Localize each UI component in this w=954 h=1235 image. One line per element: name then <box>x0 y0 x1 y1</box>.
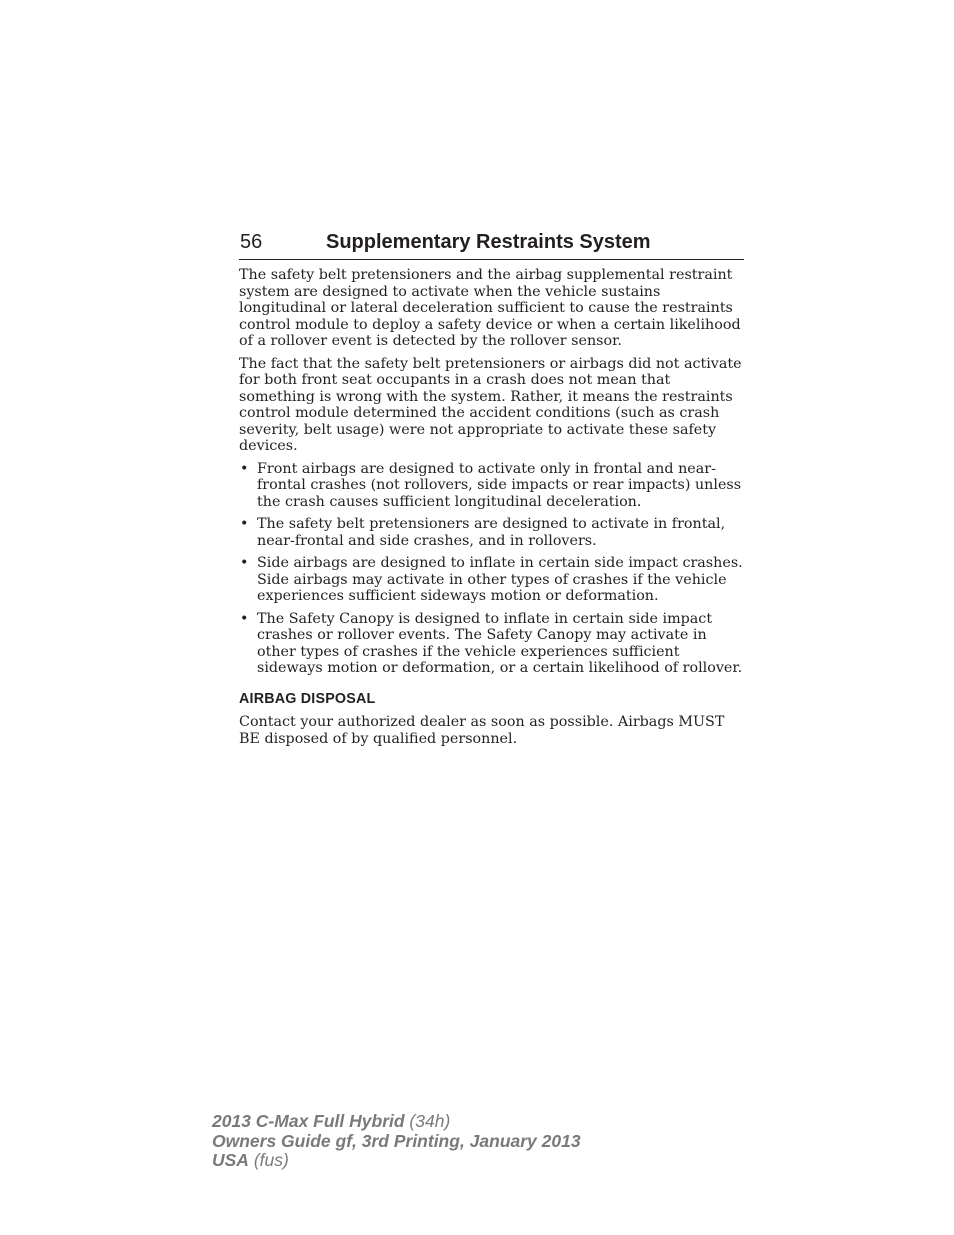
footer-line-market <box>212 1151 581 1171</box>
activation-bullet-list <box>239 461 744 677</box>
bullet-icon: • <box>240 555 249 571</box>
page-header <box>239 229 744 260</box>
bullet-icon: • <box>240 610 249 627</box>
page-number: 56 <box>240 231 263 253</box>
bullet-icon: • <box>240 460 249 477</box>
bullet-text: The safety belt pretensioners are designed to activate in frontal, near-frontal and side crashes, and in rollovers. <box>257 516 726 549</box>
list-item <box>239 461 744 511</box>
list-item <box>239 516 744 549</box>
paragraph-pretensioners-activation: The safety belt pretensioners and the airbag supplemental restraint system are designed to activate when the vehicle sustains longitudinal or lateral deceleration sufficient to cause the restraints control module to deploy a safety device or when a certain likelihood of a rollover event is detected by the rollover sensor. <box>239 267 741 349</box>
footer-model-name: 2013 C-Max Full Hybrid <box>212 1111 405 1131</box>
footer-line-model <box>212 1112 581 1132</box>
bullet-icon: • <box>240 516 249 532</box>
bullet-text: Front airbags are designed to activate only in frontal and near-frontal crashes (not rollovers, side impacts or rear impacts) unless the crash causes sufficient longitudinal deceleration. <box>257 460 742 510</box>
footer-line-guide <box>212 1132 581 1152</box>
section-title: Supplementary Restraints System <box>326 231 651 253</box>
footer-model-code: (34h) <box>404 1111 451 1131</box>
list-item <box>239 555 744 605</box>
paragraph-did-not-activate: The fact that the safety belt pretensioners or airbags did not activate for both front seat occupants in a crash does not mean that something is wrong with the system. Rather, it means the restraints control module determined the accident conditions (such as crash severity, belt usage) were not appropriate to activate these safety devices. <box>239 355 742 454</box>
airbag-disposal-heading: AIRBAG DISPOSAL <box>239 690 376 707</box>
footer-market: USA <box>212 1150 249 1170</box>
bullet-text: Side airbags are designed to inflate in certain side impact crashes. Side airbags may activate in other types of crashes if the vehicle experiences sufficient sideways motion or deformation. <box>257 555 743 604</box>
bullet-text: The Safety Canopy is designed to inflate in certain side impact crashes or rollover events. The Safety Canopy may activate in other types of crashes if the vehicle experiences sufficient sideways motion or deformation, or a certain likelihood of rollover. <box>257 610 743 676</box>
document-footer <box>212 1112 581 1171</box>
footer-market-code: (fus) <box>248 1150 289 1170</box>
page-content <box>239 267 744 753</box>
list-item <box>239 611 744 677</box>
footer-guide-printing: Owners Guide gf, 3rd Printing, January 2013 <box>212 1130 581 1151</box>
paragraph-airbag-disposal: Contact your authorized dealer as soon as possible. Airbags MUST BE disposed of by qualified personnel. <box>239 714 725 747</box>
